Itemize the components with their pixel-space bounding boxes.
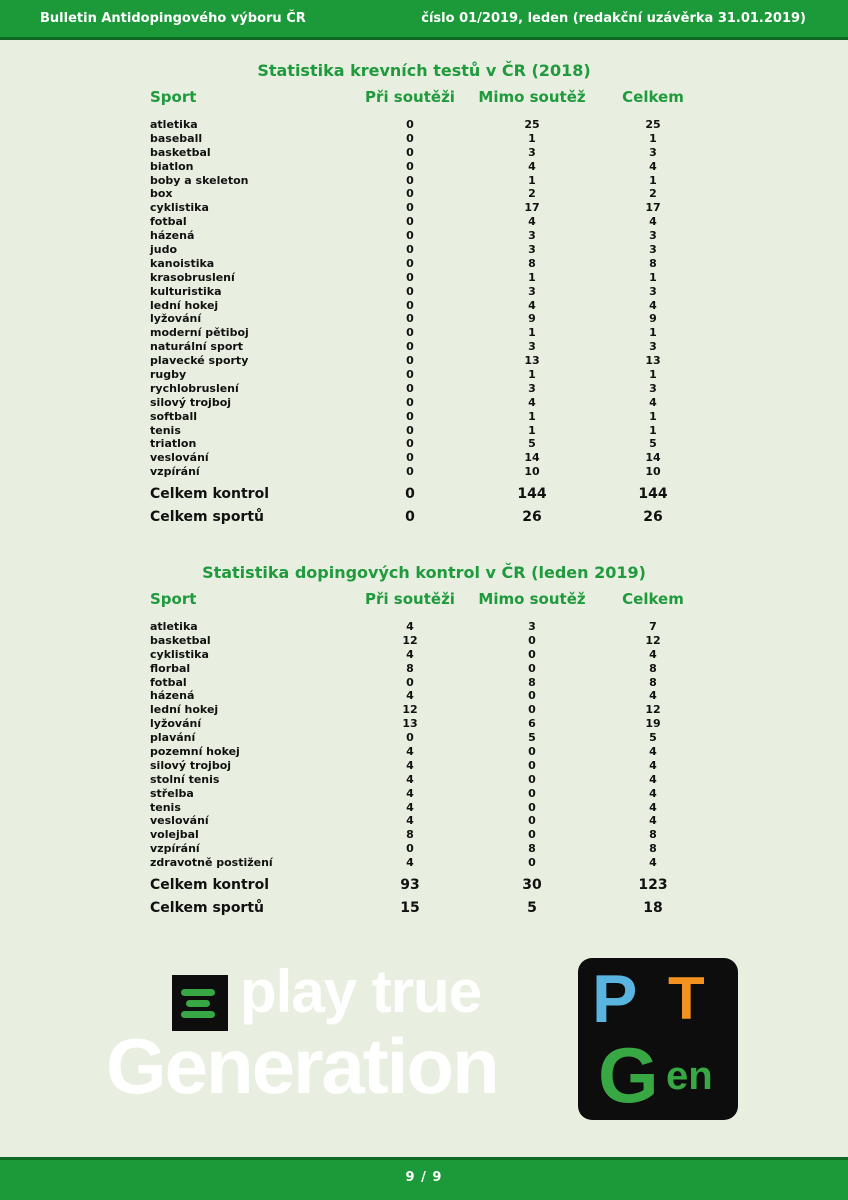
table-row	[0, 773, 848, 787]
totals-row	[0, 897, 848, 920]
cell-sport: veslování	[150, 451, 209, 465]
cell-out-of-competition: 5	[528, 437, 536, 451]
cell-in-competition: 4	[406, 620, 414, 633]
cell-total: 144	[638, 486, 668, 503]
table-row	[0, 801, 848, 815]
cell-in-competition: 0	[406, 201, 414, 215]
doping-controls-rows	[0, 620, 848, 870]
table-row	[0, 354, 848, 368]
cell-out-of-competition: 0	[528, 703, 536, 717]
cell-sport: pozemní hokej	[150, 745, 240, 759]
blood-tests-rows	[0, 118, 848, 479]
table-row	[0, 787, 848, 801]
cell-out-of-competition: 30	[522, 877, 542, 894]
cell-total: 18	[643, 900, 663, 917]
cell-in-competition: 0	[406, 229, 414, 243]
cell-total: 1	[649, 131, 657, 145]
cell-out-of-competition: 1	[528, 173, 536, 187]
column-header-in-competition: Při soutěži	[365, 88, 455, 106]
cell-sport: plavecké sporty	[150, 354, 249, 368]
cell-total: 4	[649, 215, 657, 229]
cell-out-of-competition: 0	[528, 856, 536, 870]
cell-out-of-competition: 0	[528, 786, 536, 800]
cell-sport: lední hokej	[150, 298, 219, 312]
cell-out-of-competition: 0	[528, 828, 536, 842]
cell-out-of-competition: 0	[528, 633, 536, 647]
cell-out-of-competition: 0	[528, 661, 536, 675]
logo-line-play-true: play true	[240, 958, 482, 1025]
cell-total: 123	[638, 877, 668, 894]
cell-in-competition: 4	[406, 856, 414, 870]
table-row	[0, 146, 848, 160]
cell-sport: stolní tenis	[150, 772, 220, 786]
cell-out-of-competition: 5	[528, 731, 536, 745]
table-row	[0, 285, 848, 299]
cell-sport: fotbal	[150, 675, 187, 689]
cell-in-competition: 4	[406, 800, 414, 814]
cell-in-competition: 4	[406, 814, 414, 828]
cell-sport: naturální sport	[150, 340, 244, 354]
column-header-total: Celkem	[622, 88, 684, 106]
cell-out-of-competition: 144	[517, 486, 547, 503]
table-row	[0, 759, 848, 773]
footer-bar	[0, 1157, 848, 1200]
cell-sport: zdravotně postižení	[150, 856, 273, 870]
table-row	[0, 676, 848, 690]
cell-out-of-competition: 8	[528, 256, 536, 270]
cell-sport: triatlon	[150, 437, 197, 451]
cell-in-competition: 15	[400, 900, 420, 917]
badge-letter-p: P	[592, 961, 638, 1037]
cell-out-of-competition: 9	[528, 312, 536, 326]
cell-sport: softball	[150, 409, 197, 423]
table-row	[0, 340, 848, 354]
cell-in-competition: 0	[406, 395, 414, 409]
doping-controls-header-row	[0, 590, 848, 616]
cell-in-competition: 4	[406, 745, 414, 759]
cell-total: 17	[645, 201, 661, 215]
cell-in-competition: 12	[402, 633, 418, 647]
cell-total: 4	[649, 786, 657, 800]
page-number: 9 / 9	[405, 1170, 443, 1185]
cell-out-of-competition: 4	[528, 215, 536, 229]
cell-out-of-competition: 0	[528, 745, 536, 759]
cell-out-of-competition: 1	[528, 423, 536, 437]
cell-total: 8	[649, 675, 657, 689]
table-row	[0, 368, 848, 382]
cell-out-of-competition: 25	[524, 118, 540, 131]
cell-total: 1	[649, 173, 657, 187]
cell-in-competition: 0	[406, 145, 414, 159]
cell-out-of-competition: 4	[528, 395, 536, 409]
cell-sport: atletika	[150, 118, 198, 131]
doping-controls-totals	[0, 874, 848, 920]
cell-sport: silový trojboj	[150, 395, 232, 409]
cell-out-of-competition: 2	[528, 187, 536, 201]
table-row	[0, 312, 848, 326]
cell-total: 4	[649, 647, 657, 661]
cell-in-competition: 4	[406, 647, 414, 661]
cell-in-competition: 93	[400, 877, 420, 894]
cell-total: 1	[649, 368, 657, 382]
cell-total: 4	[649, 745, 657, 759]
ptgen-badge	[578, 958, 738, 1120]
cell-in-competition: 0	[406, 437, 414, 451]
table-row	[0, 465, 848, 479]
cell-in-competition: 0	[405, 486, 415, 503]
blood-tests-totals	[0, 483, 848, 529]
cell-total: 4	[649, 159, 657, 173]
totals-row	[0, 483, 848, 506]
cell-in-competition: 4	[406, 772, 414, 786]
table-row	[0, 648, 848, 662]
cell-in-competition: 0	[406, 173, 414, 187]
cell-out-of-competition: 0	[528, 800, 536, 814]
cell-out-of-competition: 0	[528, 758, 536, 772]
cell-total: 3	[649, 284, 657, 298]
cell-total: 14	[645, 451, 661, 465]
table-row	[0, 299, 848, 313]
cell-out-of-competition: 4	[528, 298, 536, 312]
column-header-total: Celkem	[622, 590, 684, 608]
cell-total: 10	[645, 465, 661, 479]
cell-sport: kulturistika	[150, 284, 222, 298]
cell-in-competition: 12	[402, 703, 418, 717]
cell-out-of-competition: 1	[528, 326, 536, 340]
cell-sport: basketbal	[150, 633, 211, 647]
cell-in-competition: 0	[406, 381, 414, 395]
cell-in-competition: 4	[406, 786, 414, 800]
cell-out-of-competition: 6	[528, 717, 536, 731]
cell-total: 8	[649, 661, 657, 675]
cell-sport: volejbal	[150, 828, 199, 842]
cell-in-competition: 0	[406, 354, 414, 368]
cell-out-of-competition: 3	[528, 381, 536, 395]
cell-in-competition: 0	[406, 312, 414, 326]
cell-out-of-competition: 8	[528, 675, 536, 689]
cell-sport: kanoistika	[150, 256, 215, 270]
table-row	[0, 271, 848, 285]
column-header-out-of-competition: Mimo soutěž	[478, 590, 586, 608]
cell-out-of-competition: 17	[524, 201, 540, 215]
cell-in-competition: 0	[406, 326, 414, 340]
cell-sport: vzpírání	[150, 465, 200, 479]
cell-out-of-competition: 0	[528, 814, 536, 828]
cell-out-of-competition: 14	[524, 451, 540, 465]
cell-in-competition: 0	[406, 423, 414, 437]
cell-sport: basketbal	[150, 145, 211, 159]
cell-total: 3	[649, 145, 657, 159]
badge-letter-t: T	[668, 965, 705, 1032]
cell-out-of-competition: 1	[528, 368, 536, 382]
table-row	[0, 201, 848, 215]
cell-out-of-competition: 0	[528, 689, 536, 703]
column-header-in-competition: Při soutěži	[365, 590, 455, 608]
cell-total: 4	[649, 800, 657, 814]
table-row	[0, 814, 848, 828]
cell-out-of-competition: 0	[528, 772, 536, 786]
cell-sport: moderní pětiboj	[150, 326, 249, 340]
cell-out-of-competition: 0	[528, 647, 536, 661]
blood-tests-title: Statistika krevních testů v ČR (2018)	[257, 61, 591, 80]
table-row	[0, 856, 848, 870]
cell-sport: Celkem sportů	[150, 509, 264, 526]
cell-sport: plavání	[150, 731, 196, 745]
table-row	[0, 215, 848, 229]
cell-sport: rugby	[150, 368, 187, 382]
cell-in-competition: 8	[406, 661, 414, 675]
cell-out-of-competition: 3	[528, 284, 536, 298]
table-row	[0, 717, 848, 731]
bulletin-title: Bulletin Antidopingového výboru ČR	[40, 11, 306, 26]
cell-total: 8	[649, 842, 657, 856]
cell-in-competition: 0	[406, 675, 414, 689]
cell-total: 19	[645, 717, 661, 731]
table-row	[0, 662, 848, 676]
table-row	[0, 689, 848, 703]
cell-sport: Celkem kontrol	[150, 486, 269, 503]
cell-total: 8	[649, 256, 657, 270]
doping-controls-section	[0, 560, 848, 920]
cell-in-competition: 0	[406, 243, 414, 257]
cell-in-competition: 0	[406, 270, 414, 284]
table-row	[0, 410, 848, 424]
table-row	[0, 326, 848, 340]
cell-sport: biatlon	[150, 159, 194, 173]
column-header-sport: Sport	[150, 88, 197, 106]
badge-letter-g: G	[598, 1031, 659, 1119]
cell-in-competition: 0	[406, 284, 414, 298]
cell-sport: baseball	[150, 131, 203, 145]
cell-total: 4	[649, 758, 657, 772]
cell-sport: rychlobruslení	[150, 381, 239, 395]
cell-sport: boby a skeleton	[150, 173, 249, 187]
cell-total: 5	[649, 437, 657, 451]
blood-tests-section	[0, 58, 848, 529]
cell-out-of-competition: 1	[528, 409, 536, 423]
cell-total: 4	[649, 814, 657, 828]
cell-out-of-competition: 5	[527, 900, 537, 917]
cell-in-competition: 0	[406, 131, 414, 145]
cell-in-competition: 0	[406, 118, 414, 131]
table-row	[0, 828, 848, 842]
cell-sport: tenis	[150, 800, 181, 814]
cell-in-competition: 0	[405, 509, 415, 526]
totals-row	[0, 506, 848, 529]
table-row	[0, 160, 848, 174]
cell-sport: silový trojboj	[150, 758, 232, 772]
cell-out-of-competition: 26	[522, 509, 542, 526]
table-row	[0, 437, 848, 451]
totals-row	[0, 874, 848, 897]
cell-out-of-competition: 3	[528, 340, 536, 354]
table-row	[0, 703, 848, 717]
header-bar	[0, 0, 848, 40]
table-row	[0, 187, 848, 201]
cell-in-competition: 0	[406, 451, 414, 465]
cell-out-of-competition: 10	[524, 465, 540, 479]
cell-total: 25	[645, 118, 661, 131]
cell-out-of-competition: 1	[528, 131, 536, 145]
cell-total: 8	[649, 828, 657, 842]
table-row	[0, 229, 848, 243]
cell-out-of-competition: 1	[528, 270, 536, 284]
cell-sport: veslování	[150, 814, 209, 828]
cell-total: 3	[649, 381, 657, 395]
cell-in-competition: 4	[406, 758, 414, 772]
cell-sport: cyklistika	[150, 201, 209, 215]
cell-out-of-competition: 4	[528, 159, 536, 173]
cell-out-of-competition: 3	[528, 243, 536, 257]
cell-sport: lední hokej	[150, 703, 219, 717]
cell-total: 1	[649, 270, 657, 284]
cell-total: 3	[649, 229, 657, 243]
cell-in-competition: 13	[402, 717, 418, 731]
issue-info: číslo 01/2019, leden (redakční uzávěrka 31.01.2019)	[421, 11, 806, 26]
cell-sport: házená	[150, 229, 195, 243]
cell-out-of-competition: 3	[528, 229, 536, 243]
cell-total: 2	[649, 187, 657, 201]
cell-total: 1	[649, 326, 657, 340]
table-row	[0, 243, 848, 257]
cell-in-competition: 0	[406, 298, 414, 312]
blood-tests-header-row	[0, 88, 848, 114]
cell-sport: Celkem sportů	[150, 900, 264, 917]
table-row	[0, 745, 848, 759]
cell-sport: atletika	[150, 620, 198, 633]
cell-in-competition: 4	[406, 689, 414, 703]
cell-in-competition: 8	[406, 828, 414, 842]
column-header-out-of-competition: Mimo soutěž	[478, 88, 586, 106]
play-true-generation-logo	[0, 955, 848, 1125]
cell-out-of-competition: 3	[528, 145, 536, 159]
table-row	[0, 634, 848, 648]
cell-out-of-competition: 8	[528, 842, 536, 856]
cell-total: 26	[643, 509, 663, 526]
cell-total: 4	[649, 772, 657, 786]
cell-total: 4	[649, 395, 657, 409]
cell-in-competition: 0	[406, 256, 414, 270]
table-row	[0, 118, 848, 132]
cell-total: 4	[649, 856, 657, 870]
cell-sport: judo	[150, 243, 178, 257]
badge-letters-en: en	[666, 1054, 713, 1098]
table-row	[0, 731, 848, 745]
cell-total: 5	[649, 731, 657, 745]
cell-total: 13	[645, 354, 661, 368]
cell-out-of-competition: 13	[524, 354, 540, 368]
cell-out-of-competition: 3	[528, 620, 536, 633]
cell-total: 12	[645, 633, 661, 647]
cell-total: 7	[649, 620, 657, 633]
table-row	[0, 620, 848, 634]
cell-in-competition: 0	[406, 842, 414, 856]
table-row	[0, 382, 848, 396]
cell-sport: florbal	[150, 661, 191, 675]
cell-sport: házená	[150, 689, 195, 703]
cell-in-competition: 0	[406, 409, 414, 423]
cell-in-competition: 0	[406, 368, 414, 382]
cell-in-competition: 0	[406, 731, 414, 745]
cell-sport: vzpírání	[150, 842, 200, 856]
table-row	[0, 842, 848, 856]
cell-in-competition: 0	[406, 187, 414, 201]
cell-sport: lyžování	[150, 717, 202, 731]
cell-sport: krasobruslení	[150, 270, 235, 284]
cell-in-competition: 0	[406, 465, 414, 479]
cell-sport: Celkem kontrol	[150, 877, 269, 894]
column-header-sport: Sport	[150, 590, 197, 608]
cell-sport: lyžování	[150, 312, 202, 326]
cell-in-competition: 0	[406, 215, 414, 229]
cell-total: 4	[649, 298, 657, 312]
table-row	[0, 451, 848, 465]
cell-total: 1	[649, 423, 657, 437]
cell-total: 3	[649, 243, 657, 257]
table-row	[0, 174, 848, 188]
cell-sport: fotbal	[150, 215, 187, 229]
cell-total: 3	[649, 340, 657, 354]
cell-total: 9	[649, 312, 657, 326]
cell-sport: box	[150, 187, 173, 201]
cell-total: 1	[649, 409, 657, 423]
table-row	[0, 424, 848, 438]
cell-in-competition: 0	[406, 340, 414, 354]
table-row	[0, 396, 848, 410]
cell-in-competition: 0	[406, 159, 414, 173]
table-row	[0, 257, 848, 271]
doping-controls-title: Statistika dopingových kontrol v ČR (leden 2019)	[202, 563, 646, 582]
logo-line-generation: Generation	[106, 1022, 498, 1110]
cell-total: 12	[645, 703, 661, 717]
table-row	[0, 132, 848, 146]
cell-sport: cyklistika	[150, 647, 209, 661]
cell-total: 4	[649, 689, 657, 703]
cell-sport: střelba	[150, 786, 194, 800]
cell-sport: tenis	[150, 423, 181, 437]
